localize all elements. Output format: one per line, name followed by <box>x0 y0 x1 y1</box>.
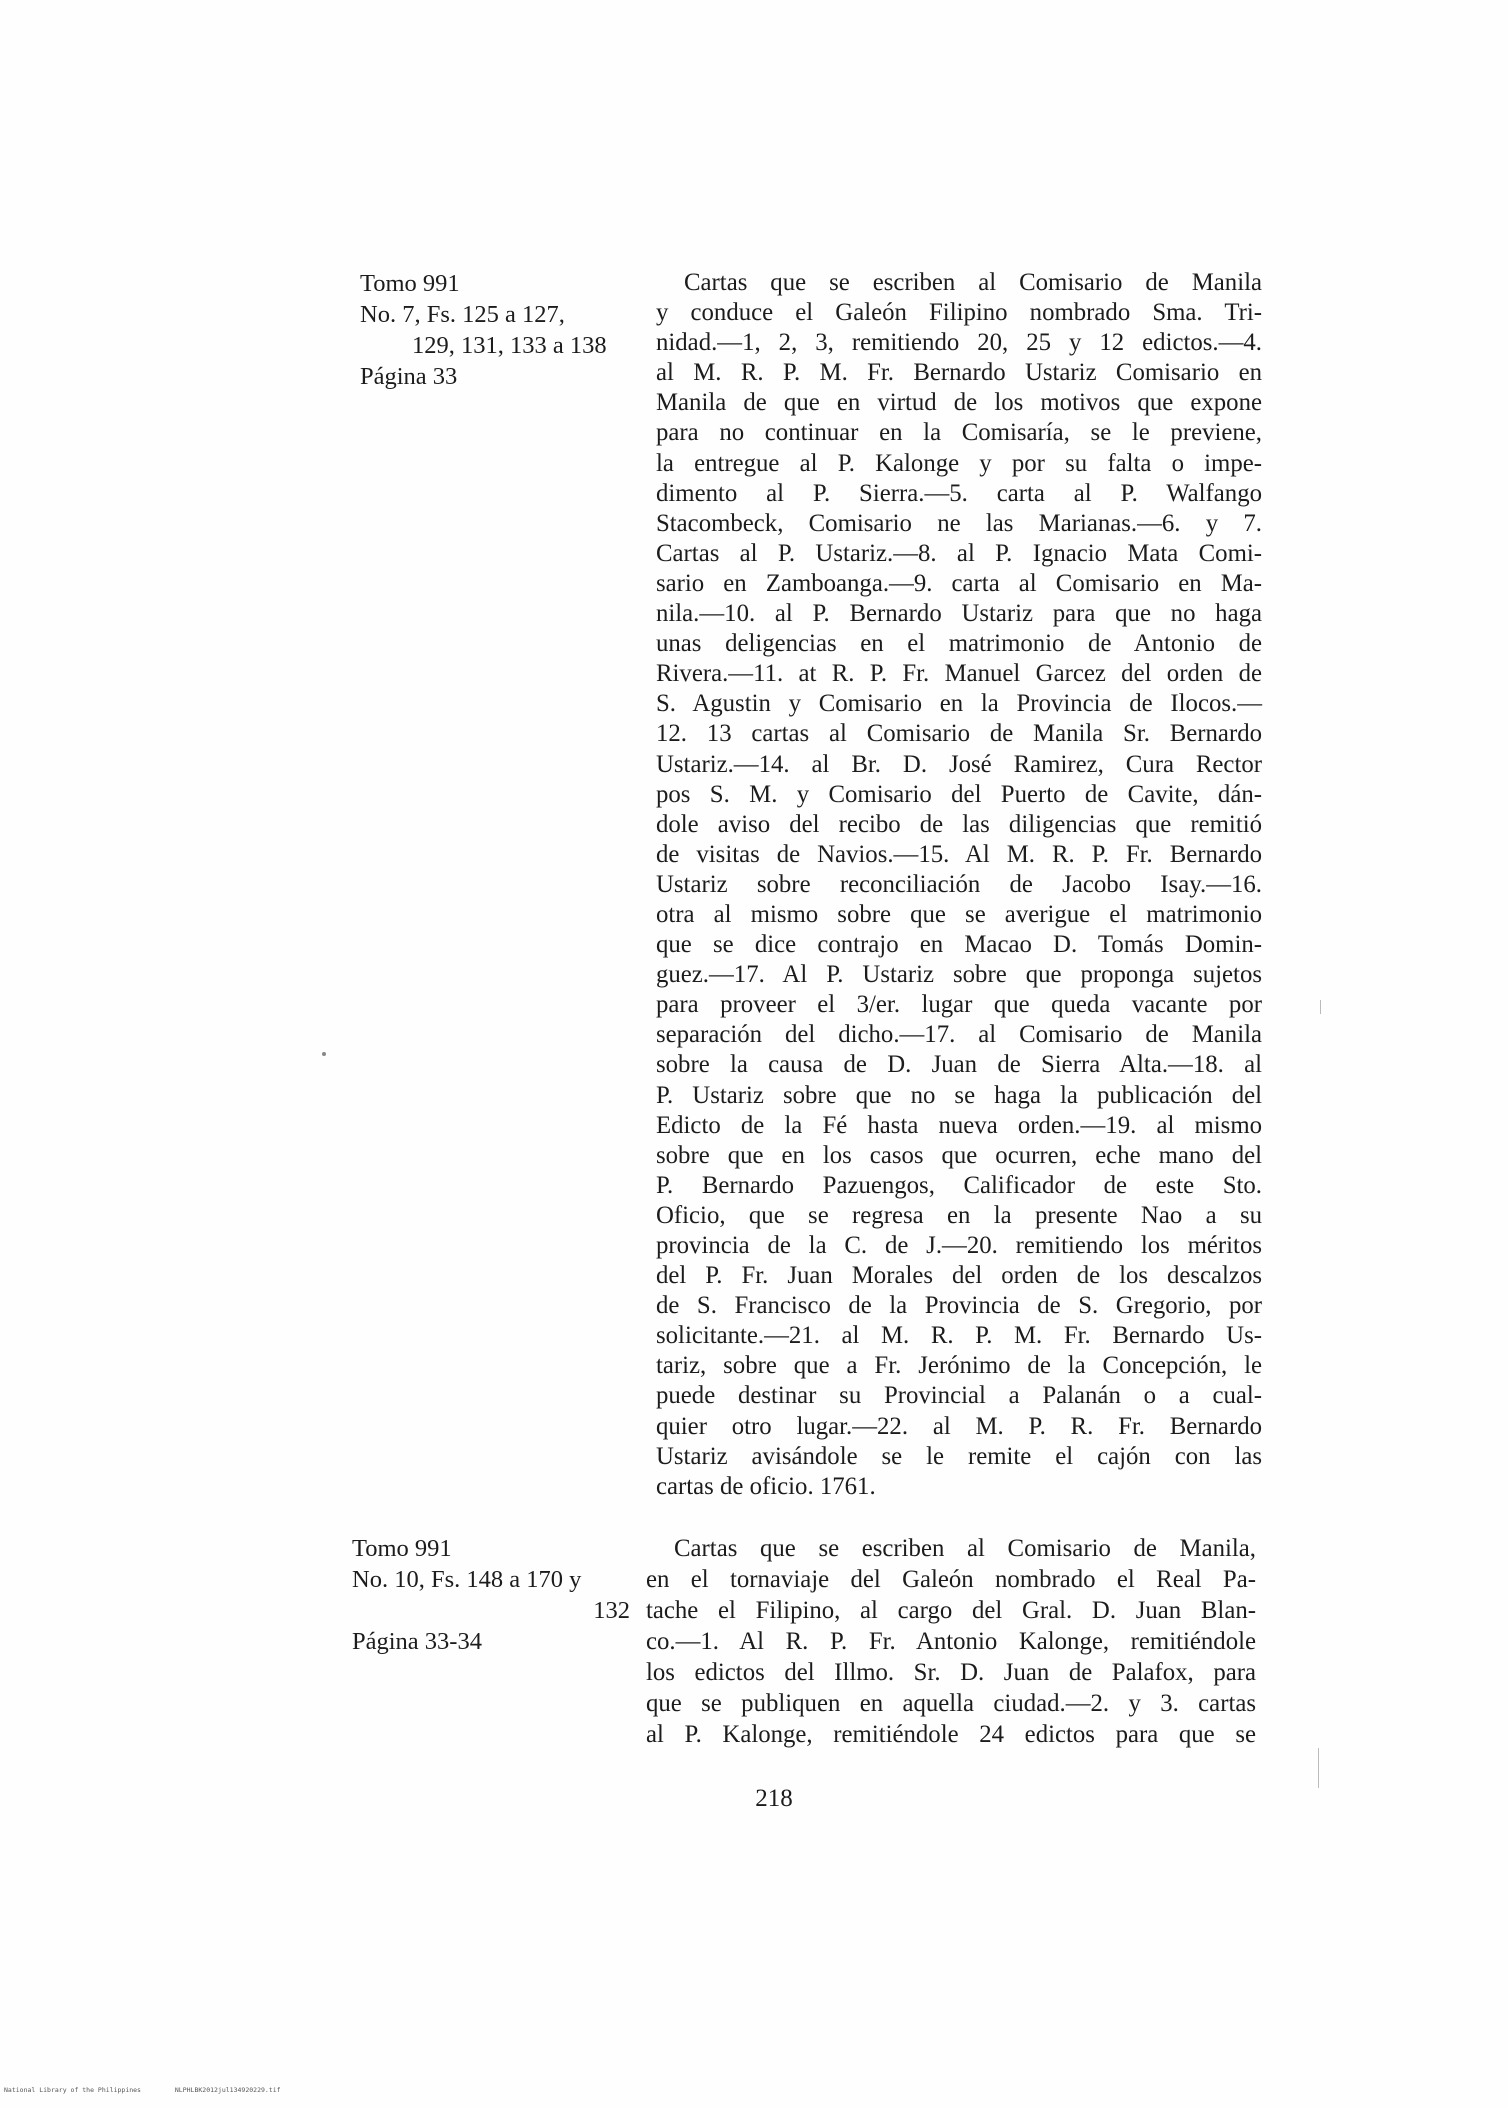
scan-edge-mark <box>1320 1000 1321 1014</box>
text-line: provincia de la C. de J.—20. remitiendo los méritos <box>656 1232 1262 1259</box>
text-line: que se dice contrajo en Macao D. Tomás Domin- <box>656 931 1262 959</box>
page-number: 218 <box>755 1785 793 1812</box>
text-line: Ustariz sobre reconciliación de Jacobo Isay.—16. <box>656 870 1262 898</box>
entry-reference <box>360 268 660 392</box>
text-line: dole aviso del recibo de las diligencias que remitió <box>656 810 1262 838</box>
tomo-label: Tomo 991 <box>360 270 460 297</box>
tomo-label: Tomo 991 <box>352 1535 452 1562</box>
text-line: cartas de oficio. 1761. <box>656 1472 876 1500</box>
text-line: nila.—10. al P. Bernardo Ustariz para que no haga <box>656 600 1262 628</box>
text-line: otra al mismo sobre que se averigue el matrimonio <box>656 900 1262 928</box>
text-line: para proveer el 3/er. lugar que queda vacante por <box>656 991 1262 1019</box>
text-line: sario en Zamboanga.—9. carta al Comisario en Ma- <box>656 569 1262 597</box>
text-line: y conduce el Galeón Filipino nombrado Sma. Tri- <box>656 299 1262 327</box>
text-line: la entregue al P. Kalonge y por su falta o impe- <box>656 449 1262 477</box>
text-line: Cartas que se escriben al Comisario de Manila, <box>674 1535 1256 1562</box>
text-line: nidad.—1, 2, 3, remitiendo 20, 25 y 12 edictos.—4. <box>656 329 1262 357</box>
folio-reference: No. 10, Fs. 148 a 170 y <box>352 1566 582 1593</box>
text-line: los edictos del Illmo. Sr. D. Juan de Palafox, para <box>646 1659 1256 1686</box>
text-line: quier otro lugar.—22. al M. P. R. Fr. Bernardo <box>656 1412 1262 1440</box>
text-line: dimento al P. Sierra.—5. carta al P. Walfango <box>656 479 1262 507</box>
text-line: Ustariz.—14. al Br. D. José Ramirez, Cura Rector <box>656 750 1262 778</box>
text-line: sobre la causa de D. Juan de Sierra Alta.—18. al <box>656 1051 1262 1079</box>
file-id: NLPHLBK2012jul134920229.tif <box>174 2086 281 2094</box>
text-line: para no continuar en la Comisaría, se le previene, <box>656 419 1262 447</box>
text-line: co.—1. Al R. P. Fr. Antonio Kalonge, remitiéndole <box>646 1628 1256 1655</box>
text-line: puede destinar su Provincial a Palanán o a cual- <box>656 1382 1262 1410</box>
text-line: al M. R. P. M. Fr. Bernardo Ustariz Comisario en <box>656 359 1262 387</box>
text-line: que se publiquen en aquella ciudad.—2. y 3. cartas <box>646 1690 1256 1717</box>
text-line: de S. Francisco de la Provincia de S. Gregorio, por <box>656 1292 1262 1320</box>
text-line: tariz, sobre que a Fr. Jerónimo de la Concepción, le <box>656 1352 1262 1380</box>
text-line: al P. Kalonge, remitiéndole 24 edictos para que se <box>646 1721 1256 1748</box>
scan-edge-mark <box>1318 1748 1319 1788</box>
text-line: Cartas que se escriben al Comisario de Manila <box>684 269 1262 296</box>
entry-description <box>646 1533 1256 1750</box>
scan-speck <box>322 1052 326 1056</box>
text-line: tache el Filipino, al cargo del Gral. D. Juan Blan- <box>646 1597 1256 1624</box>
entry-reference <box>352 1533 630 1657</box>
folio-reference-continued: 129, 131, 133 a 138 <box>412 332 607 359</box>
text-line: Rivera.—11. at R. P. Fr. Manuel Garcez del orden de <box>656 660 1262 688</box>
scan-footer <box>4 2086 311 2094</box>
text-line: guez.—17. Al P. Ustariz sobre que proponga sujetos <box>656 961 1262 989</box>
text-line: unas deligencias en el matrimonio de Antonio de <box>656 630 1262 658</box>
entry-description <box>656 268 1262 1502</box>
text-line: pos S. M. y Comisario del Puerto de Cavite, dán- <box>656 780 1262 808</box>
text-line: separación del dicho.—17. al Comisario de Manila <box>656 1021 1262 1049</box>
text-line: Edicto de la Fé hasta nueva orden.—19. al mismo <box>656 1111 1262 1139</box>
text-line: Cartas al P. Ustariz.—8. al P. Ignacio Mata Comi- <box>656 539 1262 567</box>
text-line: S. Agustin y Comisario en la Provincia de Ilocos.— <box>656 690 1262 718</box>
text-line: P. Bernardo Pazuengos, Calificador de este Sto. <box>656 1171 1262 1199</box>
text-line: Oficio, que se regresa en la presente Nao a su <box>656 1201 1262 1229</box>
folio-reference: No. 7, Fs. 125 a 127, <box>360 301 565 328</box>
text-line: Ustariz avisándole se le remite el cajón con las <box>656 1442 1262 1470</box>
text-line: P. Ustariz sobre que no se haga la publicación del <box>656 1081 1262 1109</box>
text-line: Manila de que en virtud de los motivos que expone <box>656 389 1262 417</box>
text-line: solicitante.—21. al M. R. P. M. Fr. Bernardo Us- <box>656 1322 1262 1350</box>
text-line: sobre que en los casos que ocurren, eche mano del <box>656 1141 1262 1169</box>
pagina-label: Página 33-34 <box>352 1628 482 1655</box>
text-line: de visitas de Navios.—15. Al M. R. P. Fr. Bernardo <box>656 840 1262 868</box>
folio-reference-continued: 132 <box>593 1597 630 1624</box>
text-line: en el tornaviaje del Galeón nombrado el Real Pa- <box>646 1566 1256 1593</box>
text-line: del P. Fr. Juan Morales del orden de los descalzos <box>656 1262 1262 1290</box>
pagina-label: Página 33 <box>360 363 458 390</box>
library-credit: National Library of the Philippines <box>4 2086 141 2094</box>
text-line: Stacombeck, Comisario ne las Marianas.—6. y 7. <box>656 509 1262 537</box>
text-line: 12. 13 cartas al Comisario de Manila Sr. Bernardo <box>656 720 1262 748</box>
